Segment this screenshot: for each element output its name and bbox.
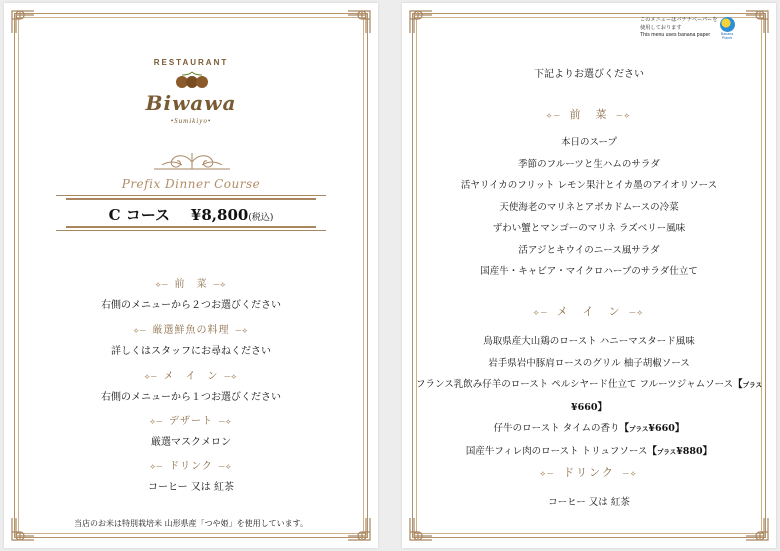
main-item: 鳥取県産大山鶏のロースト ハニーマスタード風味 <box>483 336 695 347</box>
main-heading: ⟡─ メ イ ン ─⟡ <box>533 306 645 318</box>
course-name: C コース <box>108 206 171 224</box>
appetizer-section <box>402 106 776 283</box>
main-item: フランス乳飲み仔羊のロースト ペルシヤード仕立て フルーツジャムソース【プラス¥660】 <box>416 379 762 413</box>
appetizer-item: 活アジとキウイのニース風サラダ <box>518 244 660 256</box>
section-body: 厳選マスクメロン <box>151 437 231 448</box>
section-heading: ⟡─ デザート ─⟡ <box>150 416 232 427</box>
course-title <box>66 204 316 225</box>
appetizer-list <box>402 132 776 283</box>
section-heading: ⟡─ 前 菜 ─⟡ <box>155 279 227 290</box>
main-item: 国産牛フィレ肉のロースト トリュフソース【プラス¥880】 <box>465 445 713 457</box>
section-appetizer <box>4 275 378 311</box>
banana-paper-note: このメニューはバナナペーパーを 使用しております This menu uses banana paper <box>640 17 718 38</box>
loquat-fruit-icon <box>174 71 210 89</box>
corner-ornament-icon <box>346 9 372 35</box>
appetizer-item: 活ヤリイカのフリット レモン果汁とイカ墨のアイオリソース <box>460 180 718 191</box>
appetizer-item: 天使海老のマリネとアボカドムースの冷菜 <box>499 201 679 213</box>
corner-ornament-icon <box>408 9 434 35</box>
section-body: コーヒー 又は 紅茶 <box>148 482 234 493</box>
logo-restaurant-text: RESTAURANT <box>153 58 229 67</box>
section-main <box>4 367 378 403</box>
banana-planet-logo-icon: Banana Planet <box>718 17 736 39</box>
section-fish <box>4 321 378 357</box>
course-price: ¥8,800 <box>190 206 249 224</box>
section-body: 詳しくはスタッフにお尋ねください <box>111 346 271 357</box>
section-dessert <box>4 412 378 448</box>
main-list <box>402 331 776 463</box>
course-band <box>66 198 316 228</box>
choose-below-intro: 下記よりお選びください <box>534 69 644 80</box>
logo-subtitle: •Sumikiyo• <box>170 117 212 125</box>
section-drink <box>4 457 378 493</box>
drink-heading: ⟡─ ドリンク ─⟡ <box>540 467 638 479</box>
appetizer-item: ずわい蟹とマンゴーのマリネ ラズベリー風味 <box>492 223 686 234</box>
section-heading: ⟡─ ドリンク ─⟡ <box>150 461 232 472</box>
course-tax: (税込) <box>248 213 274 223</box>
menu-page-right <box>402 3 776 548</box>
section-body: 右側のメニューから１つお選びください <box>101 392 281 403</box>
appetizer-item: 季節のフルーツと生ハムのサラダ <box>518 158 660 170</box>
drink-section <box>402 464 776 514</box>
rice-footer-note: 当店のお米は特別栽培米 山形県産「つや姫」を使用しています。 <box>74 519 308 528</box>
prefix-course-title: Prefix Dinner Course <box>121 177 261 191</box>
main-item: 仔牛のロースト タイムの香り【プラス¥660】 <box>493 423 685 434</box>
section-heading: ⟡─ メ イ ン ─⟡ <box>144 371 238 382</box>
appetizer-heading: ⟡─ 前 菜 ─⟡ <box>546 109 632 121</box>
corner-ornament-icon <box>744 516 770 542</box>
main-section <box>402 303 776 463</box>
drink-list <box>402 492 776 514</box>
section-body: 右側のメニューから２つお選びください <box>101 300 281 311</box>
corner-ornament-icon <box>10 9 36 35</box>
corner-ornament-icon <box>744 9 770 35</box>
scroll-ornament-icon <box>152 151 232 173</box>
logo-name: Biwawa <box>145 91 237 115</box>
section-heading: ⟡─ 厳選鮮魚の料理 ─⟡ <box>133 325 249 336</box>
menu-page-left <box>4 3 378 548</box>
appetizer-item: 本日のスープ <box>560 137 618 148</box>
main-item: 岩手県岩中豚肩ロースのグリル 柚子胡椒ソース <box>488 357 690 369</box>
appetizer-item: 国産牛・キャビア・マイクロハーブのサラダ仕立て <box>480 266 698 277</box>
drink-item: コーヒー 又は 紅茶 <box>548 497 630 508</box>
corner-ornament-icon <box>408 516 434 542</box>
